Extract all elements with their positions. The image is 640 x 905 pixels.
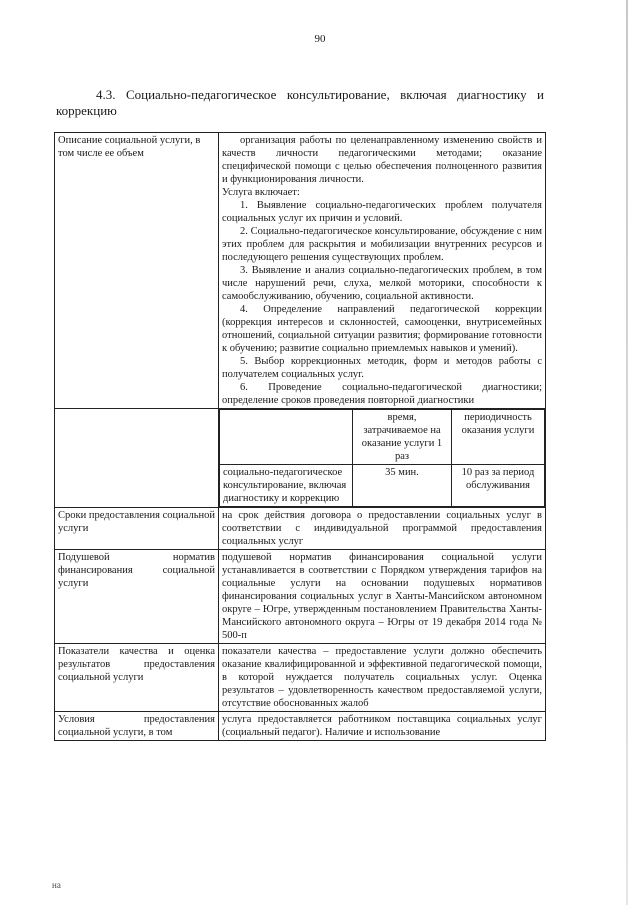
label-conditions: Условия предоставления социальной услуги, в том [55, 712, 219, 741]
page-edge-shadow [626, 0, 628, 905]
value-quality: показатели качества – предоставление услуги должно обеспечить оказание квалифицированной и эффективной педагогической помощи, в которой нуждается получатель социальных услуг. Оценка результатов – удовлетворенность качеством предоставляемой услуги, отсутствие обоснованных жалоб [219, 644, 546, 712]
sub-table-cell [219, 409, 546, 508]
row-quality [55, 644, 546, 712]
label-empty [55, 409, 219, 508]
label-description: Описание социальной услуги, в том числе ее объем [55, 133, 219, 409]
value-terms: на срок действия договора о предоставлении социальных услуг в соответствии с индивидуальной программой предоставления социальных услуг [219, 508, 546, 550]
sub-table-row [220, 465, 545, 507]
value-norm: подушевой норматив финансирования социальной услуги устанавливается в соответствии с Порядком утверждения тарифов на социальные услуги на основании подушевых нормативов финансирования социальных услуг в Ханты-Мансийском автономном округе – Югре, утвержденным постановлением Правительства Ханты-Мансийского автономного округа – Югры от 19 декабря 2014 года № 500-п [219, 550, 546, 644]
value-conditions: услуга предоставляется работником поставщика социальных услуг (социальный педагог). Наличие и использование [219, 712, 546, 741]
label-norm: Подушевой норматив финансирования социальной услуги [55, 550, 219, 644]
page-number: 90 [314, 33, 326, 45]
description-item-2: 2. Социально-педагогическое консультирование, обсуждение с ним этих проблем для раскрытия и мобилизации внутренних ресурсов и последующего решения существующих проблем. [222, 226, 542, 263]
description-item-1: 1. Выявление социально-педагогических проблем получателя социальных услуг их причин и условий. [222, 200, 542, 224]
sub-header-period: периодичность оказания услуги [452, 410, 545, 465]
description-item-4: 4. Определение направлений педагогической коррекции (коррекция интересов и склонностей, самооценки, внутрисемейных отношений, социальной ситуации развития; формирование готовности к обучению; развитие социально приемлемых навыков и умений). [222, 304, 542, 354]
description-item-6: 6. Проведение социально-педагогической диагностики; определение сроков проведения повторной диагностики [222, 382, 542, 406]
sub-service-name: социально-педагогическое консультирование, включая диагностику и коррекцию [220, 465, 353, 507]
service-table [54, 132, 546, 741]
sub-period-value: 10 раз за период обслуживания [452, 465, 545, 507]
row-conditions [55, 712, 546, 741]
description-intro: организация работы по целенаправленному изменению свойств и качеств личности педагогическими методами; оказание специфической помощи с целью обеспечения полноценного развития и функционирования личности. [222, 135, 542, 185]
row-description [55, 133, 546, 409]
label-quality: Показатели качества и оценка результатов предоставления социальной услуги [55, 644, 219, 712]
footer-mark: на [52, 880, 61, 890]
label-terms: Сроки предоставления социальной услуги [55, 508, 219, 550]
row-sub-table [55, 409, 546, 508]
description-item-5: 5. Выбор коррекционных методик, форм и методов работы с получателем социальных услуг. [222, 356, 542, 380]
value-description [219, 133, 546, 409]
description-item-3: 3. Выявление и анализ социально-педагогических проблем, в том числе нарушений речи, слуха, мелкой моторики, способности к самообслуживанию, обучению, социальной активности. [222, 265, 542, 302]
row-terms [55, 508, 546, 550]
time-periodicity-table [219, 409, 545, 507]
sub-header-empty [220, 410, 353, 465]
sub-header-time: время, затрачиваемое на оказание услуги 1 раз [353, 410, 452, 465]
section-heading: 4.3. Социально-педагогическое консультирование, включая диагностику и коррекцию [56, 87, 544, 118]
sub-time-value: 35 мин. [353, 465, 452, 507]
row-norm [55, 550, 546, 644]
description-includes: Услуга включает: [222, 187, 300, 198]
sub-table-header [220, 410, 545, 465]
